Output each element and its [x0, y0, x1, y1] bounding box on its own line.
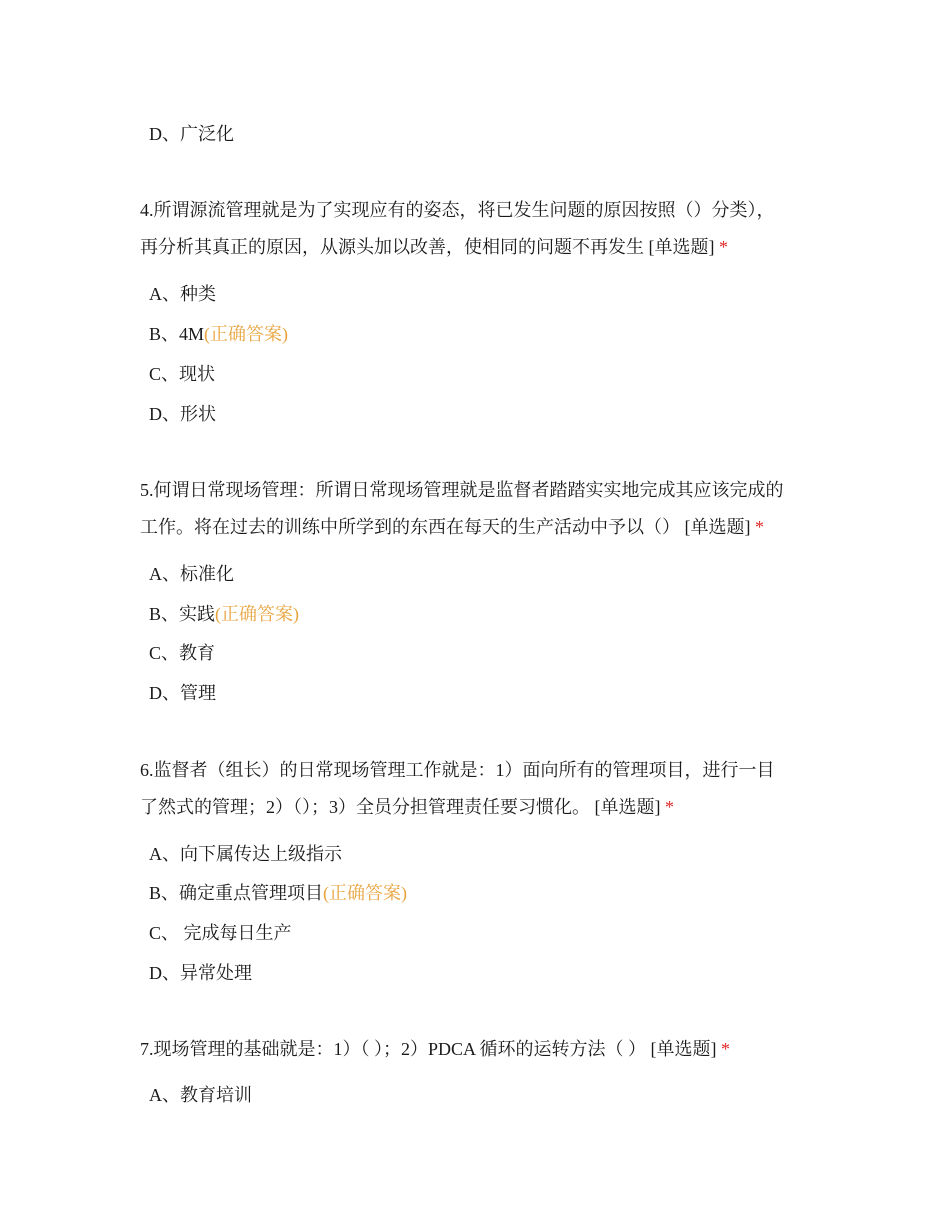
required-asterisk: *	[719, 237, 728, 257]
option-label: B、4M	[149, 324, 205, 344]
option-label: D、异常处理	[149, 963, 252, 983]
question-6-option-a	[149, 842, 342, 866]
question-4-option-d	[149, 402, 216, 426]
question-7-line1-wrap	[140, 1031, 820, 1068]
required-asterisk: *	[755, 517, 764, 537]
question-4-option-c	[149, 362, 215, 386]
required-asterisk: *	[721, 1039, 731, 1059]
question-5-option-a	[149, 562, 234, 586]
option-label: C、现状	[149, 364, 216, 384]
question-4-stem	[140, 192, 820, 266]
question-4-line2: 再分析其真正的原因，从源头加以改善，使相同的问题不再发生 [单选题]	[140, 237, 715, 257]
question-5-option-c	[149, 641, 215, 665]
option-label: D、形状	[149, 404, 216, 424]
question-4-line2-wrap	[140, 229, 820, 266]
option-label: A、种类	[149, 284, 216, 304]
correct-answer-mark: (正确答案)	[204, 324, 289, 344]
option-label: B、实践	[149, 604, 216, 624]
question-5-stem	[140, 472, 820, 546]
question-4-option-b	[149, 322, 288, 346]
question-6-option-c	[149, 921, 292, 945]
question-7-line1: 7.现场管理的基础就是：1）（ ）；2）PDCA 循环的运转方法（ ） [单选题]	[140, 1039, 717, 1059]
option-label: C、教育	[149, 643, 216, 663]
question-6-option-d	[149, 961, 252, 985]
question-6-line2-wrap	[140, 789, 820, 826]
correct-answer-mark: (正确答案)	[215, 604, 300, 624]
option-label: A、教育培训	[149, 1085, 252, 1105]
correct-answer-mark: (正确答案)	[323, 883, 408, 903]
question-5-line2-wrap	[140, 509, 820, 546]
option-label: D、广泛化	[149, 124, 234, 144]
option-label: D、管理	[149, 683, 216, 703]
question-6-line1: 6.监督者（组长）的日常现场管理工作就是：1）面向所有的管理项目，进行一目	[140, 760, 775, 780]
option-label: B、确定重点管理项目	[149, 883, 324, 903]
question-7-option-a	[149, 1083, 252, 1107]
question-5-line1: 5.何谓日常现场管理：所谓日常现场管理就是监督者踏踏实实地完成其应该完成的	[140, 480, 784, 500]
question-6-option-b	[149, 881, 407, 905]
option-label: A、标准化	[149, 564, 234, 584]
option-label: C、 完成每日生产	[149, 923, 292, 943]
question-6-line2: 了然式的管理；2）（）；3）全员分担管理责任要习惯化。 [单选题]	[140, 797, 661, 817]
question-5-option-d	[149, 681, 216, 705]
question-7-stem	[140, 1031, 820, 1068]
question-5-option-b	[149, 602, 299, 626]
option-label: A、向下属传达上级指示	[149, 844, 342, 864]
question-5-line2: 工作。将在过去的训练中所学到的东西在每天的生产活动中予以（） [单选题]	[140, 517, 751, 537]
question-4-option-a	[149, 282, 216, 306]
required-asterisk: *	[665, 797, 674, 817]
option-d-prev	[149, 122, 234, 146]
question-6-stem	[140, 752, 820, 826]
question-4-line1: 4.所谓源流管理就是为了实现应有的姿态，将已发生问题的原因按照（）分类），	[140, 200, 775, 220]
